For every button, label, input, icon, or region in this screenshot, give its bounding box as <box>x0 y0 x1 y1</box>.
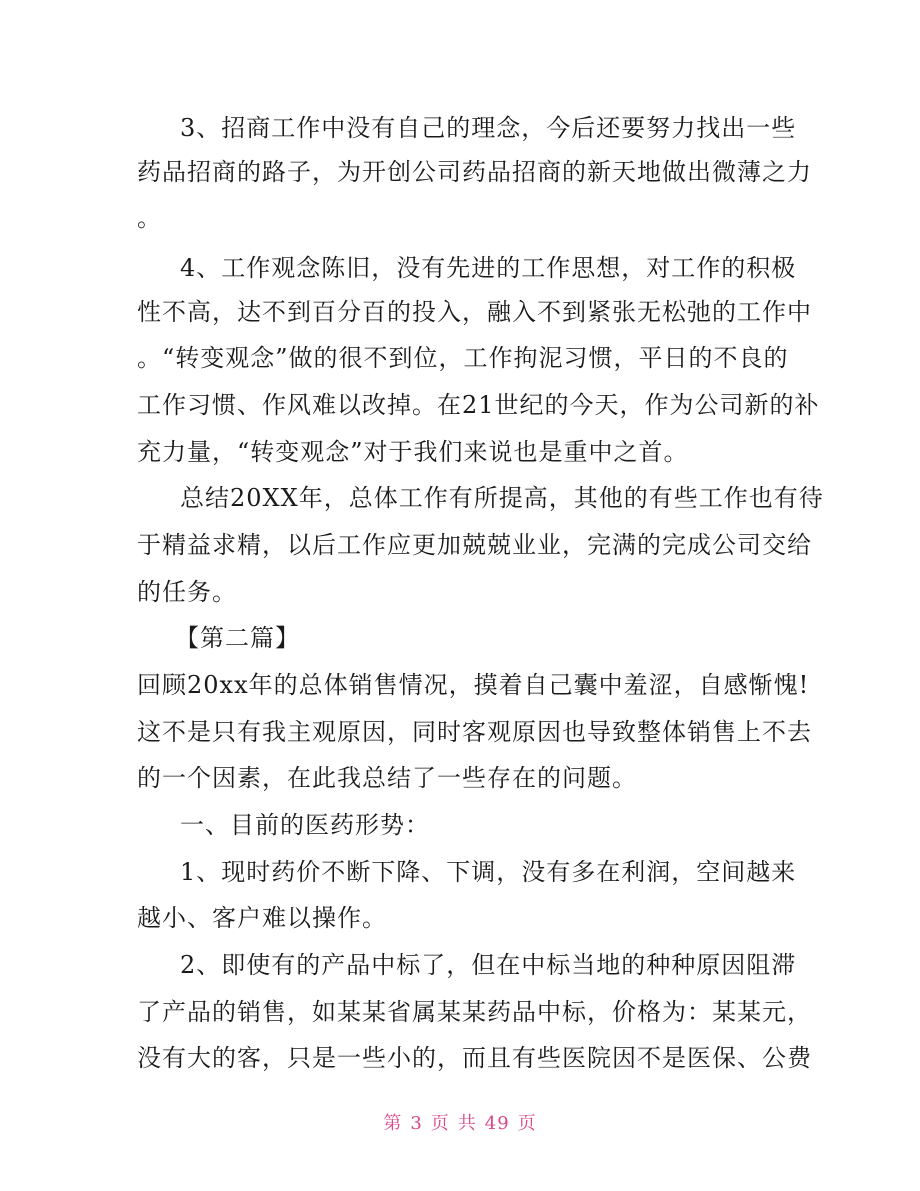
paragraph-line: 2、即使有的产品中标了，但在中标当地的种种原因阻滞 <box>180 951 797 979</box>
paragraph-line: 没有大的客，只是一些小的，而且有些医院因不是医保、公费 <box>137 1044 812 1072</box>
paragraph-line: 这不是只有我主观原因，同时客观原因也导致整体销售上不去 <box>137 718 812 746</box>
footer-suffix: 页 <box>517 1113 537 1134</box>
section-heading: 【第二篇】 <box>175 624 300 652</box>
paragraph-line: 药品招商的路子，为开创公司药品招商的新天地做出微薄之力 <box>137 158 812 186</box>
paragraph-line: 工作习惯、作风难以改掉。在21世纪的今天，作为公司新的补 <box>137 391 820 419</box>
footer-total-pages: 49 <box>484 1113 510 1134</box>
footer-prefix: 第 <box>383 1113 403 1134</box>
paragraph-line: 的任务。 <box>137 578 237 606</box>
paragraph-line: 1、现时药价不断下降、下调，没有多在利润，空间越来 <box>180 858 797 886</box>
paragraph-line: 性不高，达不到百分百的投入，融入不到紧张无松弛的工作中 <box>137 298 812 326</box>
paragraph-line: 4、工作观念陈旧，没有先进的工作思想，对工作的积极 <box>180 254 797 282</box>
paragraph-line: 的一个因素，在此我总结了一些存在的问题。 <box>137 764 637 792</box>
paragraph-line: 于精益求精，以后工作应更加兢兢业业，完满的完成公司交给 <box>137 531 812 559</box>
page-footer <box>0 1112 920 1136</box>
paragraph-line: 越小、客户难以操作。 <box>137 904 387 932</box>
paragraph-line: 了产品的销售，如某某省属某某药品中标，价格为：某某元， <box>137 998 812 1026</box>
paragraph-line: 。 <box>137 204 162 232</box>
paragraph-line: 回顾20xx年的总体销售情况，摸着自己囊中羞涩，自感惭愧! <box>137 671 810 699</box>
footer-total-prefix: 共 <box>457 1113 477 1134</box>
paragraph-line: 3、招商工作中没有自己的理念，今后还要努力找出一些 <box>180 114 797 142</box>
footer-page-label: 页 <box>430 1113 450 1134</box>
subheading-line: 一、目前的医药形势： <box>180 811 430 839</box>
footer-current-page: 3 <box>410 1113 423 1134</box>
paragraph-line: 充力量，“转变观念”对于我们来说也是重中之首。 <box>137 438 689 466</box>
paragraph-line: 。“转变观念”做的很不到位，工作拘泥习惯，平日的不良的 <box>137 344 789 372</box>
paragraph-line: 总结20XX年，总体工作有所提高，其他的有些工作也有待 <box>180 484 824 512</box>
